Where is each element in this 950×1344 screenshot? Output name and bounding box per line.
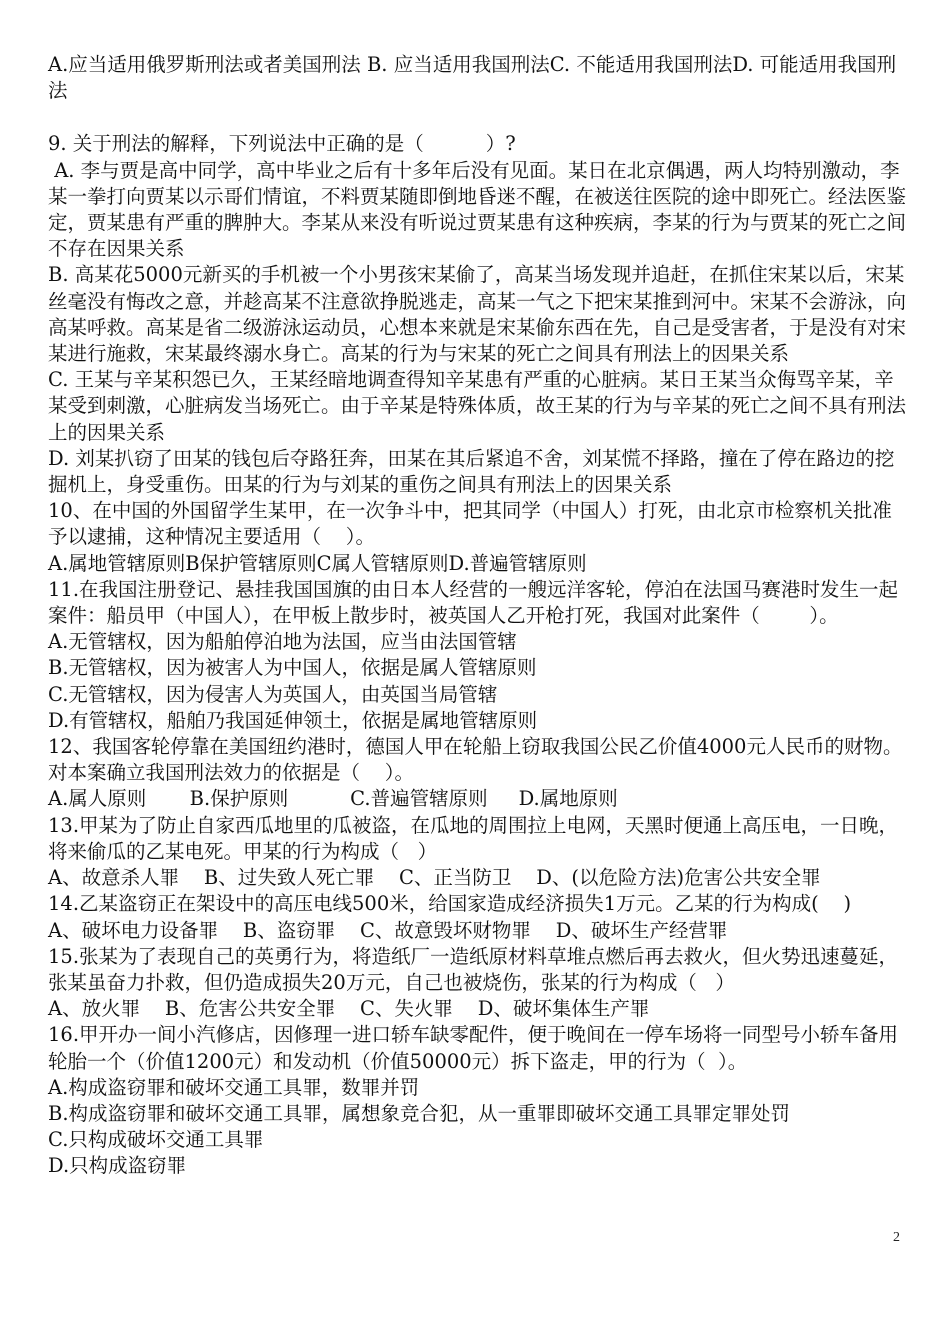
q11-stem: 11.在我国注册登记、悬挂我国国旗的由日本人经营的一艘远洋客轮，停泊在法国马赛港时发生一起案件：船员甲（中国人），在甲板上散步时，被英国人乙开枪打死，我国对此案件（ ）。 [48, 577, 899, 628]
document-body [48, 52, 910, 1180]
blank-line [48, 104, 910, 131]
q16-stem: 16.甲开办一间小汽修店，因修理一进口轿车缺零配件，便于晚间在一停车场将一同型号小轿车备用轮胎一个（价值1200元）和发动机（价值50000元）拆下盗走，甲的行为（ ）。 [48, 1023, 899, 1073]
q14-options: A、破坏电力设备罪 B、盗窃罪 C、故意毁坏财物罪 D、破坏生产经营罪 [48, 918, 728, 942]
q9-option-b: B. 高某花5000元新买的手机被一个小男孩宋某偷了，高某当场发现并追赶，在抓住宋某以后，宋某丝毫没有悔改之意，并趁高某不注意欲挣脱逃走，高某一气之下把宋某推到河中。宋某不会游泳，向高某呼救。高某是省二级游泳运动员，心想本来就是宋某偷东西在先，自己是受害者，于是没有对宋某进行施救，宋某最终溺水身亡。高某的行为与宋某的死亡之间具有刑法上的因果关系 [48, 263, 907, 366]
q11-option-a: A.无管辖权，因为船舶停泊地为法国，应当由法国管辖 [48, 630, 517, 654]
q16-option-a: A.构成盗窃罪和破坏交通工具罪，数罪并罚 [48, 1075, 420, 1099]
q16-option-b: B.构成盗窃罪和破坏交通工具罪，属想象竞合犯，从一重罪即破坏交通工具罪定罪处罚 [48, 1101, 791, 1125]
q16-option-c: C.只构成破坏交通工具罪 [48, 1128, 264, 1152]
q12-options: A.属人原则 B.保护原则 C.普遍管辖原则 D.属地原则 [48, 787, 618, 811]
q9-option-d: D. 刘某扒窃了田某的钱包后夺路狂奔，田某在其后紧追不舍，刘某慌不择路，撞在了停在路边的挖掘机上，身受重伤。田某的行为与刘某的重伤之间具有刑法上的因果关系 [48, 446, 895, 497]
q15-options: A、放火罪 B、危害公共安全罪 C、失火罪 D、破坏集体生产罪 [48, 997, 650, 1021]
q13-options: A、故意杀人罪 B、过失致人死亡罪 C、正当防卫 D、(以危险方法)危害公共安全罪 [48, 866, 821, 890]
page-number: 2 [893, 1230, 900, 1245]
q9-option-a: A. 李与贾是高中同学，高中毕业之后有十多年后没有见面。某日在北京偶遇，两人均特别激动，李某一拳打向贾某以示哥们情谊，不料贾某随即倒地昏迷不醒，在被送往医院的途中即死亡。经法医鉴定，贾某患有严重的脾肿大。李某从来没有听说过贾某患有这种疾病，李某的行为与贾某的死亡之间不存在因果关系 [48, 158, 907, 261]
q14-stem: 14.乙某盗窃正在架设中的高压电线500米，给国家造成经济损失1万元。乙某的行为构成( ) [48, 892, 852, 916]
q13-stem: 13.甲某为了防止自家西瓜地里的瓜被盗，在瓜地的周围拉上电网，天黑时便通上高压电，一日晚，将来偷瓜的乙某电死。甲某的行为构成（ ） [48, 813, 899, 863]
q11-option-d: D.有管辖权，船舶乃我国延伸领土，依据是属地管辖原则 [48, 708, 538, 732]
q9-option-c: C. 王某与辛某积怨已久，王某经暗地调查得知辛某患有严重的心脏病。某日王某当众侮骂辛某，辛某受到刺激，心脏病发当场死亡。由于辛某是特殊体质，故王某的行为与辛某的死亡之间不具有刑法上的因果关系 [48, 368, 907, 444]
q10-stem: 10、在中国的外国留学生某甲，在一次争斗中，把其同学（中国人）打死，由北京市检察机关批准予以逮捕，这种情况主要适用（ ）。 [48, 499, 892, 549]
q10-options: A.属地管辖原则B保护管辖原则C属人管辖原则D.普遍管辖原则 [48, 551, 587, 575]
q12-stem: 12、我国客轮停靠在美国纽约港时，德国人甲在轮船上窃取我国公民乙价值4000元人民币的财物。对本案确立我国刑法效力的依据是（ ）。 [48, 735, 903, 785]
q9-stem: 9. 关于刑法的解释，下列说法中正确的是（ ）? [48, 132, 516, 156]
q11-option-b: B.无管辖权，因为被害人为中国人，依据是属人管辖原则 [48, 656, 537, 680]
q8-options: A.应当适用俄罗斯刑法或者美国刑法 B. 应当适用我国刑法C. 不能适用我国刑法D. 可能适用我国刑法 [48, 53, 897, 103]
q15-stem: 15.张某为了表现自己的英勇行为，将造纸厂一造纸原材料草堆点燃后再去救火，但火势迅速蔓延，张某虽奋力扑救，但仍造成损失20万元，自己也被烧伤，张某的行为构成（ ） [48, 944, 899, 994]
q16-option-d: D.只构成盗窃罪 [48, 1154, 187, 1178]
q11-option-c: C.无管辖权，因为侵害人为英国人，由英国当局管辖 [48, 682, 498, 706]
